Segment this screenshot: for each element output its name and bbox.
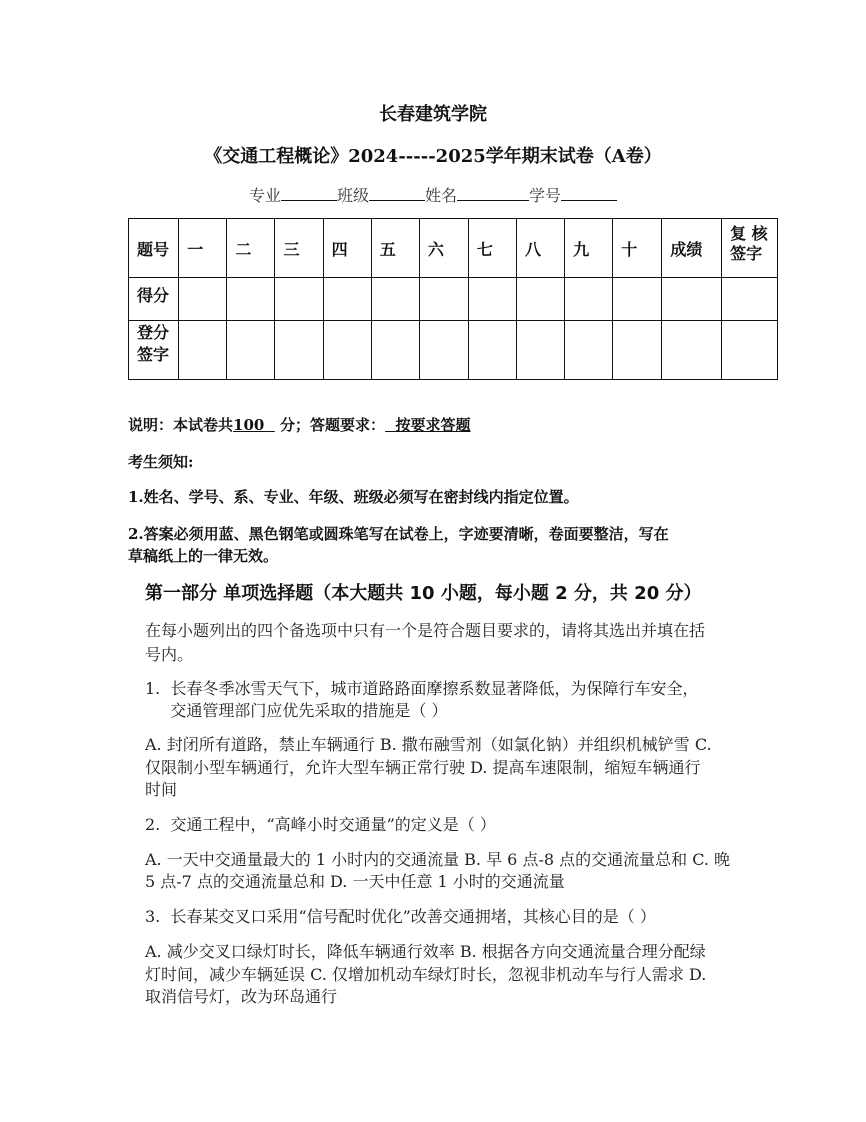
question-3-stem: 3. 长春某交叉口采用“信号配时优化”改善交通拥堵，其核心目的是（ ）: [145, 907, 656, 926]
row-label: 得分: [129, 278, 179, 321]
row-label: 登分签字: [129, 321, 179, 380]
score-cell[interactable]: [517, 278, 565, 321]
section-heading: 第一部分 单项选择题（本大题共 10 小题，每小题 2 分，共 20 分）: [145, 583, 702, 604]
score-cell[interactable]: [722, 321, 778, 380]
score-cell[interactable]: [227, 321, 275, 380]
score-cell[interactable]: [323, 321, 371, 380]
class-blank[interactable]: [369, 184, 425, 201]
score-cell[interactable]: [323, 278, 371, 321]
question-1-options: A. 封闭所有道路，禁止车辆通行 B. 撒布融雪剂（如氯化钠）并组织机械铲雪 C.: [145, 735, 712, 754]
description-mid: 分；答题要求：: [280, 416, 386, 434]
field-id: 学号: [529, 186, 562, 205]
answer-requirement: 按要求答题: [395, 416, 471, 434]
score-cell[interactable]: [227, 278, 275, 321]
score-cell[interactable]: [722, 278, 778, 321]
score-cell[interactable]: [179, 278, 227, 321]
header-cell: 题号: [129, 219, 179, 278]
table-header-row: [129, 219, 778, 278]
field-class: 班级: [336, 186, 369, 205]
section-intro-line: 在每小题列出的四个备选项中只有一个是符合题目要求的，请将其选出并填在括: [145, 621, 706, 640]
score-cell[interactable]: [565, 278, 613, 321]
score-table: [128, 218, 778, 380]
question-1-stem: 交通管理部门应优先采取的措施是（ ）: [145, 701, 448, 720]
score-cell[interactable]: [662, 321, 722, 380]
name-blank[interactable]: [457, 184, 529, 201]
field-major: 专业: [248, 186, 281, 205]
score-cell[interactable]: [275, 278, 323, 321]
question-1-stem: 1. 长春冬季冰雪天气下，城市道路路面摩擦系数显著降低，为保障行车安全，: [145, 679, 699, 698]
score-cell[interactable]: [419, 321, 468, 380]
score-cell[interactable]: [275, 321, 323, 380]
header-cell: 四: [323, 219, 371, 278]
score-cell[interactable]: [468, 321, 516, 380]
question-3-options: 取消信号灯，改为环岛通行: [145, 987, 338, 1006]
score-cell[interactable]: [613, 321, 662, 380]
header-cell: 九: [565, 219, 613, 278]
header-cell: 三: [275, 219, 323, 278]
header-cell: 十: [613, 219, 662, 278]
exam-description: [128, 415, 471, 435]
question-3-options: 灯时间，减少车辆延误 C. 仅增加机动车绿灯时长，忽视非机动车与行人需求 D.: [145, 965, 707, 984]
score-cell[interactable]: [565, 321, 613, 380]
table-row: [129, 321, 778, 380]
question-2-options: 5 点-7 点的交通流量总和 D. 一天中任意 1 小时的交通流量: [145, 872, 565, 891]
header-cell: 六: [419, 219, 468, 278]
score-cell[interactable]: [613, 278, 662, 321]
header-cell: 八: [517, 219, 565, 278]
header-cell: 成绩: [662, 219, 722, 278]
total-score: 100: [233, 416, 265, 434]
notice-item-2-line: 2.答案必须用蓝、黑色钢笔或圆珠笔写在试卷上，字迹要清晰，卷面要整洁，写在: [128, 525, 669, 543]
score-cell[interactable]: [371, 278, 419, 321]
description-prefix: 说明：本试卷共: [128, 416, 234, 434]
field-name: 姓名: [425, 186, 458, 205]
id-blank[interactable]: [561, 184, 617, 201]
school-name: 长春建筑学院: [379, 104, 487, 125]
question-3-options: A. 减少交叉口绿灯时长，降低车辆通行效率 B. 根据各方向交通流量合理分配绿: [145, 942, 706, 961]
student-info-fields: [0, 184, 866, 206]
header-cell: 二: [227, 219, 275, 278]
score-cell[interactable]: [468, 278, 516, 321]
header-cell: 七: [468, 219, 516, 278]
question-2-options: A. 一天中交通量最大的 1 小时内的交通流量 B. 早 6 点-8 点的交通流量总和 C. 晚: [145, 850, 731, 869]
score-cell[interactable]: [419, 278, 468, 321]
notice-item-2-line: 草稿纸上的一律无效。: [128, 547, 279, 565]
table-row: [129, 278, 778, 321]
section-intro-line: 号内。: [145, 645, 194, 664]
header-cell: 五: [371, 219, 419, 278]
score-cell[interactable]: [662, 278, 722, 321]
question-1-options: 仅限制小型车辆通行，允许大型车辆正常行驶 D. 提高车速限制，缩短车辆通行: [145, 758, 701, 777]
header-cell: 复 核签字: [722, 219, 778, 278]
score-cell[interactable]: [517, 321, 565, 380]
major-blank[interactable]: [281, 184, 337, 201]
score-cell[interactable]: [371, 321, 419, 380]
question-1-options: 时间: [145, 780, 178, 799]
exam-title: 《交通工程概论》2024-----2025学年期末试卷（A卷）: [204, 146, 662, 167]
score-cell[interactable]: [179, 321, 227, 380]
question-2-stem: 2. 交通工程中，“高峰小时交通量”的定义是（ ）: [145, 815, 496, 834]
header-cell: 一: [179, 219, 227, 278]
notice-item-1: 1.姓名、学号、系、专业、年级、班级必须写在密封线内指定位置。: [128, 488, 579, 506]
notice-title: 考生须知:: [128, 453, 194, 471]
